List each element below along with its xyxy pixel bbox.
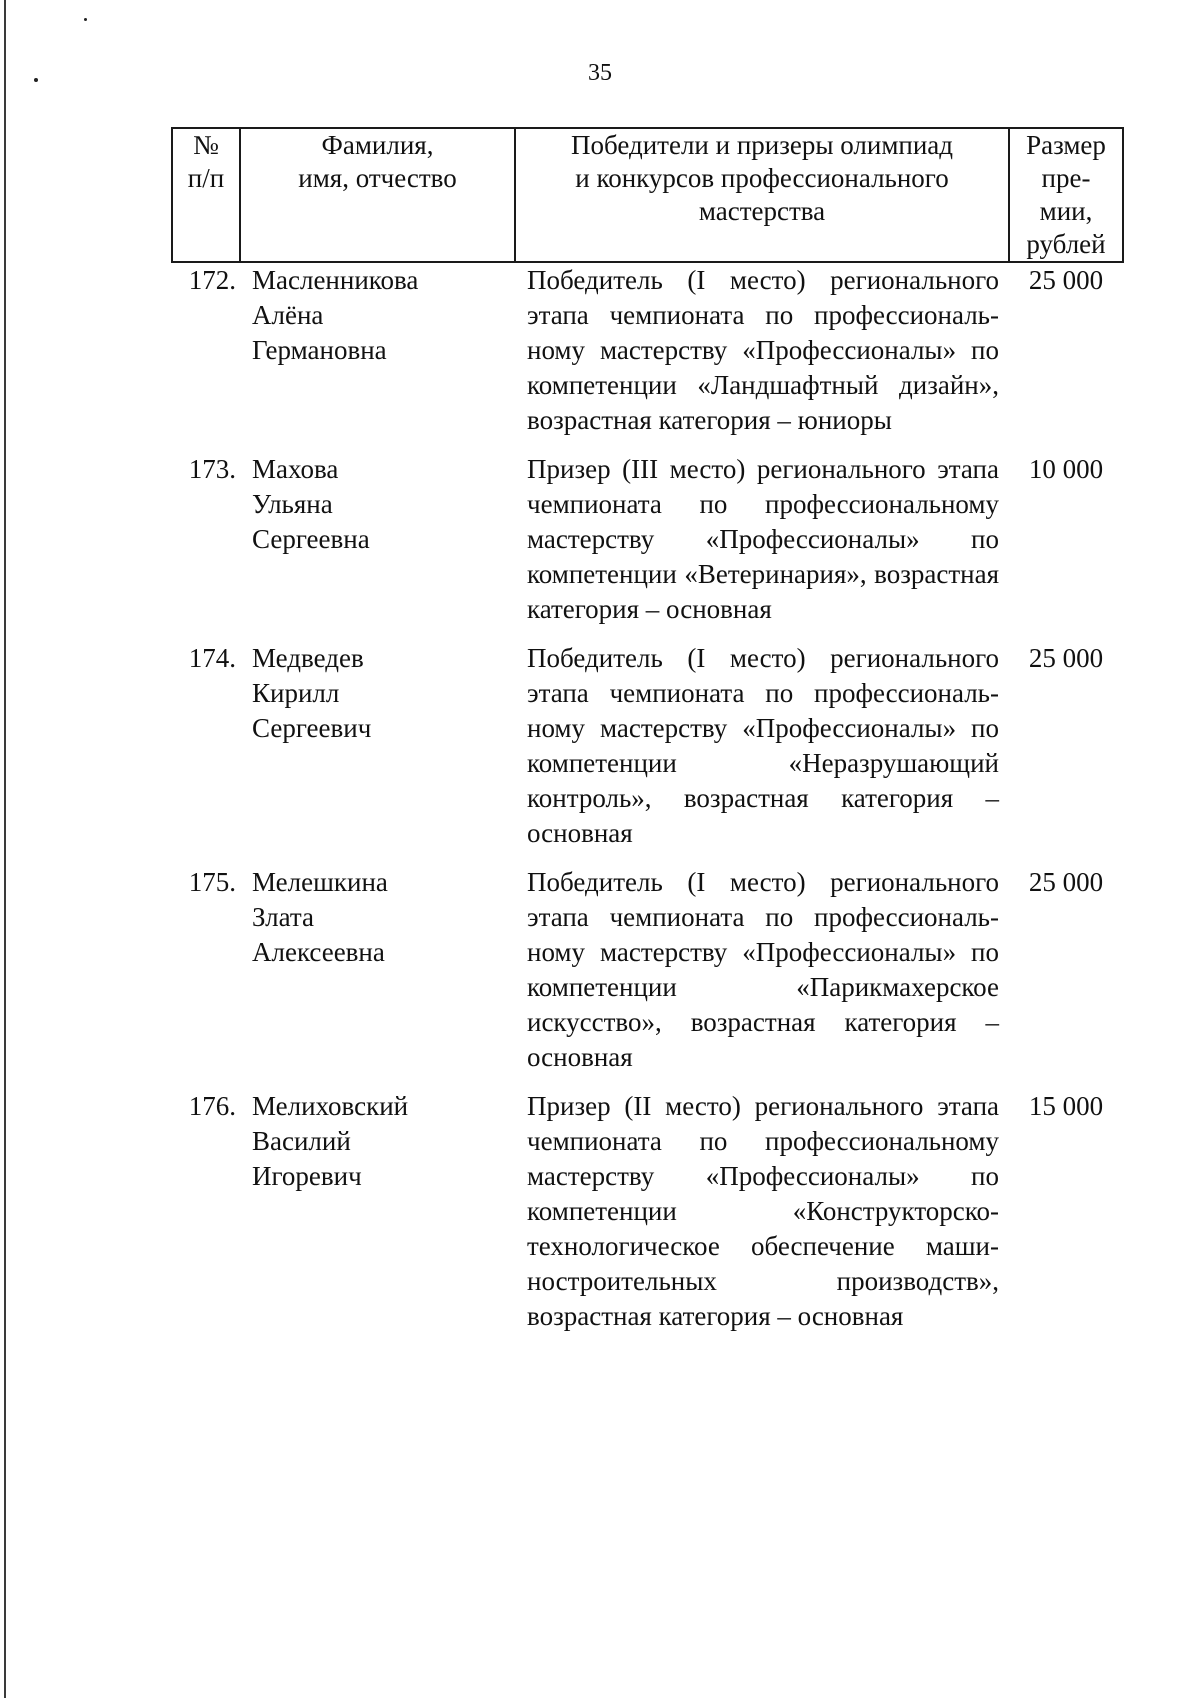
row-number: 174.: [188, 643, 236, 673]
row-number: 175.: [188, 867, 236, 897]
row-name: Мелешкина Злата Алексеевна: [252, 867, 388, 967]
table-header-row: [172, 128, 1123, 262]
scan-speck: [84, 18, 87, 21]
row-name: Махова Ульяна Сергеевна: [252, 454, 370, 554]
row-amount: 25 000: [1028, 643, 1104, 673]
row-description: Победитель (I место) регионального этапа чемпионата по профессиональному мастерству «Профессионалы» по компетенции «Парикмахерское искусство», возрастная категория – основная: [527, 867, 999, 1072]
row-name: Мелиховский Василий Игоревич: [252, 1091, 409, 1191]
scan-edge-line: [4, 0, 6, 1698]
header-number: № п/п: [172, 128, 240, 262]
row-amount: 25 000: [1028, 867, 1104, 897]
table-row: [172, 452, 1123, 641]
header-description: Победители и призеры олимпиад и конкурсов профессионального мастерства: [515, 128, 1009, 262]
row-number: 172.: [188, 265, 236, 295]
header-amount: Размер пре- мии, рублей: [1009, 128, 1123, 262]
row-amount: 15 000: [1028, 1091, 1104, 1121]
row-number: 173.: [188, 454, 236, 484]
awards-table: [171, 127, 1124, 1348]
header-name: Фамилия, имя, отчество: [240, 128, 515, 262]
table-row: [172, 641, 1123, 865]
row-amount: 25 000: [1028, 265, 1104, 295]
row-name: Масленникова Алёна Германовна: [252, 265, 419, 365]
table-row: [172, 1089, 1123, 1348]
table-row: [172, 865, 1123, 1089]
row-description: Победитель (I место) регионального этапа чемпионата по профессиональному мастерству «Профессионалы» по компетенции «Неразрушающий контроль», возрастная категория – основная: [527, 643, 999, 848]
page-number: 35: [588, 60, 612, 86]
table-row: [172, 262, 1123, 452]
row-name: Медведев Кирилл Сергеевич: [252, 643, 372, 743]
row-number: 176.: [188, 1091, 236, 1121]
row-description: Призер (II место) регионального этапа чемпионата по профессиональному мастерству «Профессионалы» по компетенции «Конструкторско-технологическое обеспечение машиностроительных производств», возрастная категория – основная: [527, 1091, 999, 1331]
row-amount: 10 000: [1028, 454, 1104, 484]
row-description: Призер (III место) регионального этапа чемпионата по профессиональному мастерству «Профессионалы» по компетенции «Ветеринария», возрастная категория – основная: [527, 454, 999, 624]
row-description: Победитель (I место) регионального этапа чемпионата по профессиональному мастерству «Профессионалы» по компетенции «Ландшафтный дизайн», возрастная категория – юниоры: [527, 265, 999, 435]
